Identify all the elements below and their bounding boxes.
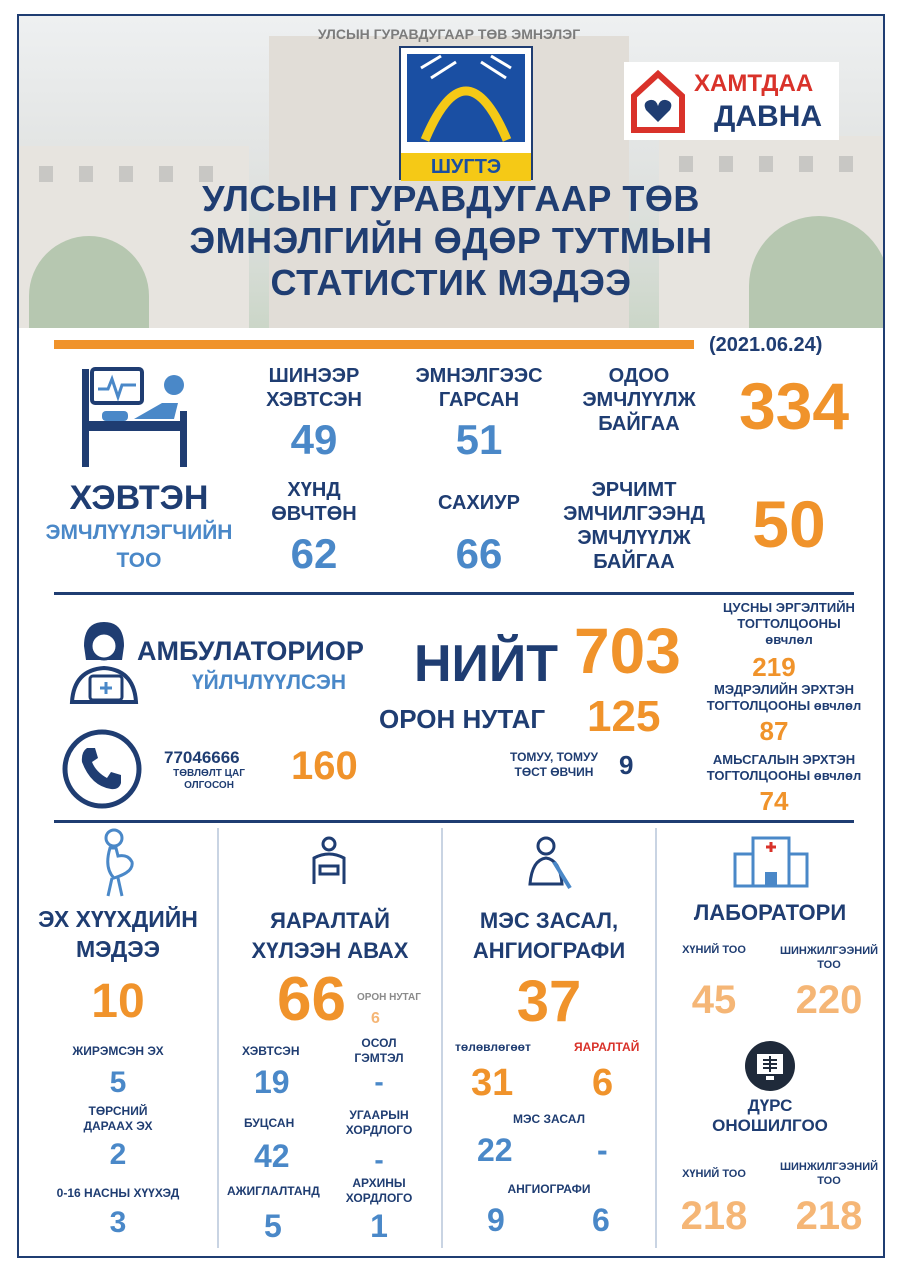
maternal-total: 10 [91, 975, 145, 1028]
severe-value: 62 [290, 530, 338, 577]
surgery-urgent-value: - [597, 1132, 608, 1168]
new-admitted-label: ШИНЭЭР ХЭВТСЭН [266, 365, 362, 411]
orange-bar [54, 340, 694, 349]
lab-people-label: ХҮНИЙ ТОО [682, 944, 746, 956]
injury-value: - [374, 1066, 384, 1097]
flu-value: 9 [619, 750, 634, 780]
outpatient-subtitle: ҮЙЛЧЛҮҮЛСЭН [191, 671, 347, 694]
urgent-value: 6 [592, 1062, 614, 1104]
cardio-value: 219 [752, 652, 796, 682]
planned-value: 31 [471, 1062, 514, 1104]
co-poisoning-label: УГААРЫН ХОРДЛОГО [345, 1108, 413, 1137]
outpatient-rural-value: 125 [587, 692, 661, 741]
report-date: (2021.06.24) [709, 334, 823, 356]
outpatient-total-label: НИЙТ [414, 635, 559, 693]
observation-value: 5 [264, 1208, 282, 1244]
injured-arm-icon [304, 836, 354, 886]
returned-label: БУЦСАН [244, 1116, 295, 1130]
bed-patient-icon [74, 361, 194, 471]
flu-label: ТОМУУ, ТОМУУ ТӨСТ ӨВЧИН [510, 750, 598, 779]
column-divider-1 [217, 828, 219, 1248]
emergency-rural-value: 6 [371, 1010, 380, 1027]
hospital-logo-text: ШУГТЭ [401, 153, 531, 181]
imaging-tests-label: ШИНЖИЛГЭЭНИЙ ТОО [779, 1161, 879, 1187]
outpatient-rural-label: ОРОН НУТАГ [379, 704, 546, 734]
current-label: ОДОО ЭМЧЛҮҮЛЖ БАЙГАА [582, 365, 696, 435]
section-divider-1 [54, 592, 854, 595]
section-divider-2 [54, 820, 854, 823]
imaging-title: ДҮРС ОНОШИЛГОО [712, 1096, 828, 1135]
surgery-title: МЭС ЗАСАЛ, АНГИОГРАФИ [472, 908, 626, 963]
imaging-people-value: 218 [680, 1194, 748, 1238]
returned-value: 42 [254, 1138, 290, 1174]
outpatient-title: АМБУЛАТОРИОР [137, 636, 364, 666]
observation-label: АЖИГЛАЛТАНД [227, 1184, 320, 1198]
outpatient-total-value: 703 [574, 615, 681, 687]
phone-icon [61, 728, 143, 810]
co-poisoning-value: - [374, 1144, 384, 1175]
surgeon-icon [524, 832, 574, 890]
diabetes-label: САХИУР [438, 492, 520, 514]
doctor-laptop-icon [64, 616, 144, 706]
neuro-value: 87 [759, 716, 789, 746]
lab-tests-label: ШИНЖИЛГЭЭНИЙ ТОО [779, 945, 879, 971]
pregnant-woman-icon [94, 828, 140, 898]
discharged-value: 51 [455, 416, 503, 463]
alcohol-label: АРХИНЫ ХОРДЛОГО [345, 1176, 413, 1205]
laboratory-title: ЛАБОРАТОРИ [693, 900, 847, 925]
imaging-tests-value: 218 [795, 1194, 863, 1238]
infographic-frame [17, 14, 885, 1258]
column-divider-3 [655, 828, 657, 1248]
injury-label: ОСОЛ ГЭМТЭЛ [354, 1036, 404, 1065]
planned-label: төлөвлөгөөт [455, 1040, 531, 1054]
arch-logo-icon [401, 48, 531, 148]
severe-label: ХҮНД ӨВЧТӨН [271, 479, 357, 525]
maternity-value: 5 [109, 1066, 127, 1099]
neuro-label: МЭДРЭЛИЙН ЭРХТЭН ТОГТОЛЦООНЫ өвчлөл [706, 682, 862, 713]
icu-value: 50 [752, 487, 826, 561]
lab-tests-value: 220 [795, 978, 863, 1022]
maternity-label: ЖИРЭМСЭН ЭХ [72, 1044, 164, 1058]
campaign-logo-line1: ХАМТДАА [694, 70, 814, 97]
resp-value: 74 [759, 786, 789, 816]
current-value: 334 [738, 369, 850, 443]
urgent-label: ЯАРАЛТАЙ [574, 1040, 640, 1054]
icu-label: ЭРЧИМТ ЭМЧИЛГЭЭНД ЭМЧЛҮҮЛЖ БАЙГАА [563, 479, 705, 573]
discharged-label: ЭМНЭЛГЭЭС ГАРСАН [415, 365, 543, 411]
inpatient-subtitle-2: ТОО [116, 549, 162, 572]
hotline-caption: ТӨВЛӨЛТ ЦАГ ОЛГОСОН [173, 768, 245, 791]
angio-planned-value: 9 [487, 1202, 505, 1238]
lab-people-value: 45 [691, 978, 737, 1022]
house-heart-icon [628, 66, 688, 136]
page-title: УЛСЫН ГУРАВДУГААР ТӨВ ЭМНЭЛГИЙН ӨДӨР ТУТМЫН СТАТИСТИК МЭДЭЭ [189, 178, 713, 303]
admitted-label: ХЭВТСЭН [242, 1044, 300, 1058]
hospital-building-icon [731, 828, 811, 888]
emergency-total: 66 [277, 965, 346, 1034]
xray-monitor-icon [744, 1040, 796, 1092]
imaging-people-label: ХҮНИЙ ТОО [682, 1168, 746, 1180]
hotline-value: 160 [291, 744, 358, 788]
hospital-logo [399, 46, 533, 180]
hero-banner [19, 16, 883, 328]
emergency-rural-label: ОРОН НУТАГ [357, 992, 421, 1003]
children-value: 3 [109, 1206, 127, 1239]
surgery-total: 37 [516, 969, 582, 1034]
emergency-title: ЯАРАЛТАЙ ХҮЛЭЭН АВАХ [251, 908, 409, 963]
children-label: 0-16 НАСНЫ ХҮҮХЭД [56, 1186, 180, 1200]
angio-urgent-value: 6 [592, 1202, 610, 1238]
admitted-value: 19 [254, 1064, 290, 1100]
maternal-title: ЭХ ХҮҮХДИЙН МЭДЭЭ [38, 906, 198, 962]
diabetes-value: 66 [455, 530, 503, 577]
alcohol-value: 1 [370, 1208, 388, 1244]
angio-label: АНГИОГРАФИ [507, 1182, 591, 1196]
campaign-logo-line2: ДАВНА [714, 100, 823, 133]
postpartum-label: ТӨРСНИЙ ДАРААХ ЭХ [83, 1104, 153, 1133]
inpatient-title: ХЭВТЭН [69, 479, 209, 517]
inpatient-subtitle-1: ЭМЧЛҮҮЛЭГЧИЙН [45, 521, 233, 544]
new-admitted-value: 49 [290, 416, 338, 463]
resp-label: АМЬСГАЛЫН ЭРХТЭН ТОГТОЛЦООНЫ өвчлөл [706, 752, 862, 783]
building-sign: УЛСЫН ГУРАВДУГААР ТӨВ ЭМНЭЛЭГ [317, 26, 581, 42]
campaign-logo [624, 62, 839, 140]
postpartum-value: 2 [109, 1138, 127, 1171]
cardio-label: ЦУСНЫ ЭРГЭЛТИЙН ТОГТОЛЦООНЫ өвчлөл [723, 600, 855, 647]
surgery-sub-label: МЭС ЗАСАЛ [512, 1112, 586, 1126]
hotline-number: 77046666 [164, 748, 240, 767]
surgery-planned-value: 22 [477, 1132, 513, 1168]
